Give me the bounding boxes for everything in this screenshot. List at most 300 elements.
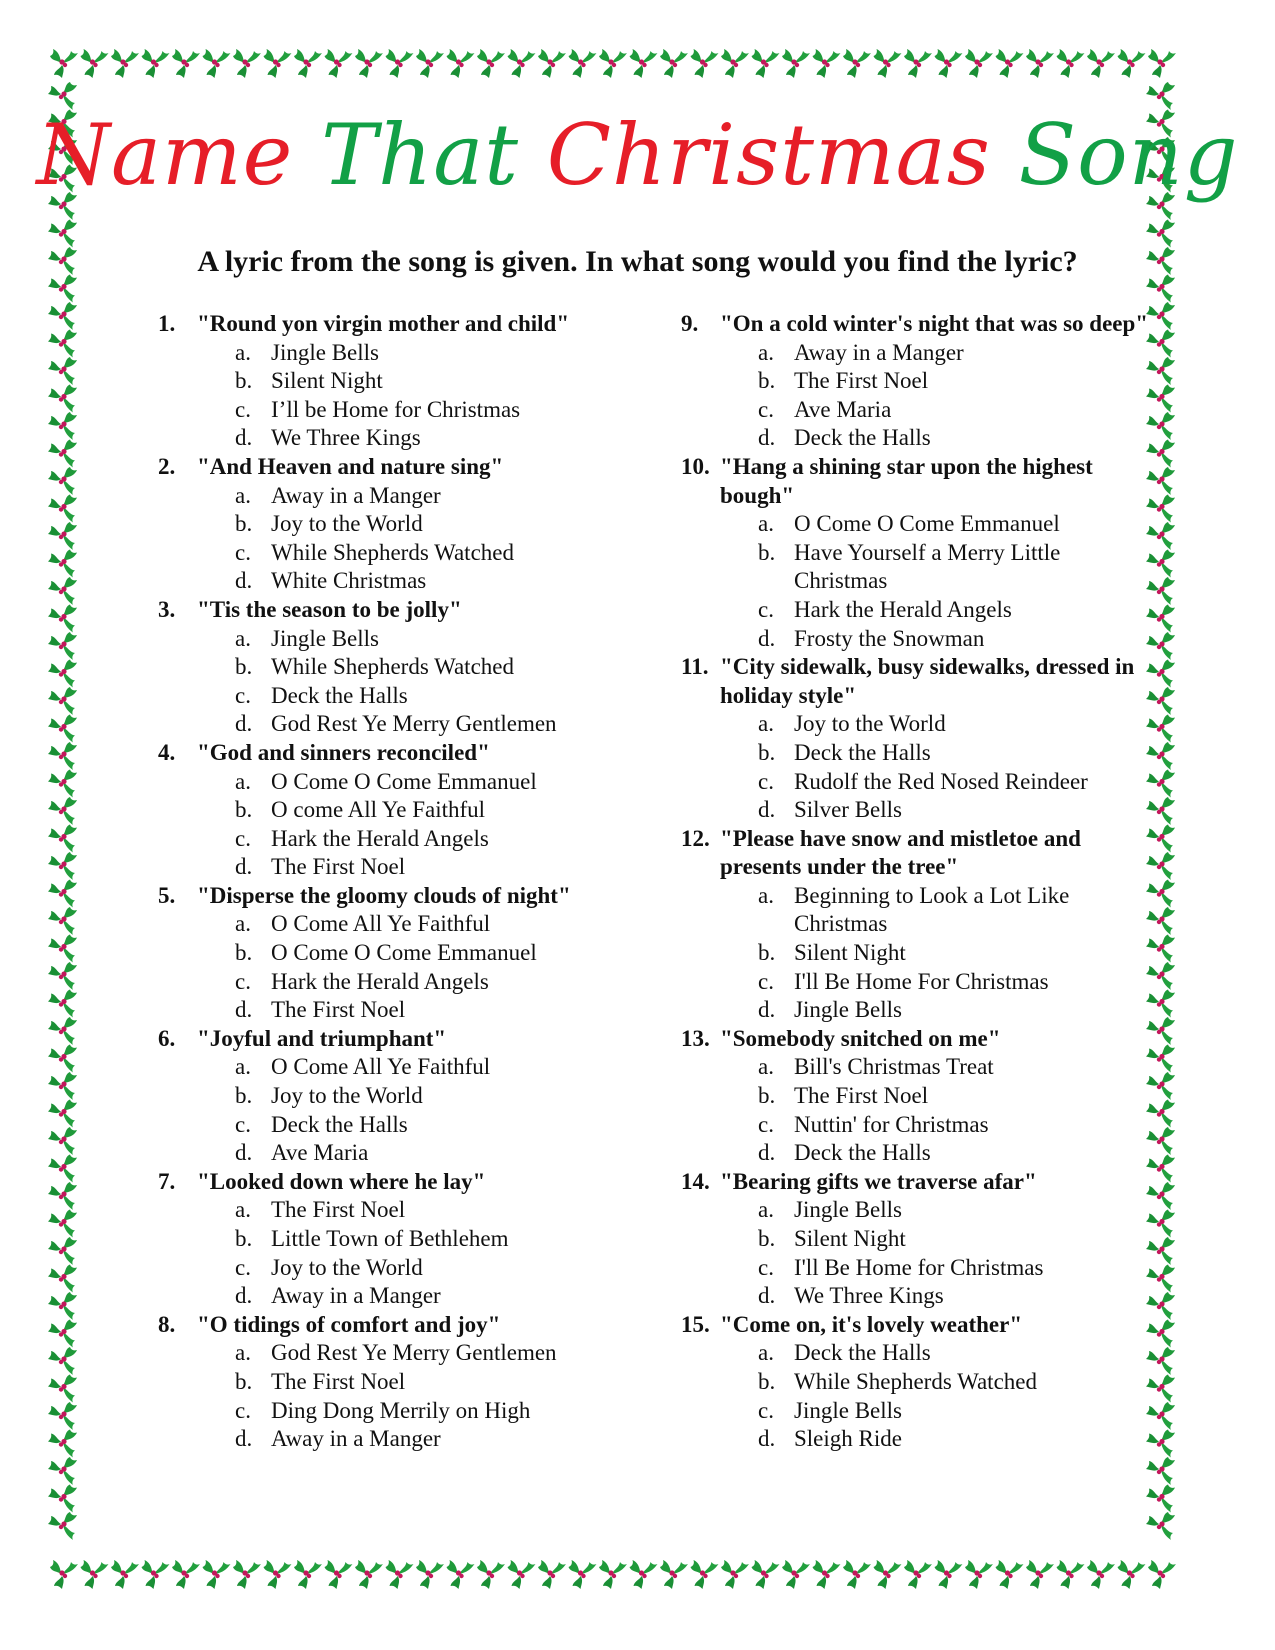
question	[158, 596, 658, 625]
answer-option	[681, 710, 1151, 739]
holly-icon	[599, 1560, 627, 1589]
holly-icon	[48, 1292, 77, 1320]
holly-icon	[508, 49, 536, 78]
holly-icon	[48, 1072, 77, 1100]
answer-option	[681, 882, 1151, 939]
option-letter: b.	[758, 1368, 776, 1394]
holly-icon	[1026, 1560, 1054, 1589]
option-letter: a.	[235, 1054, 251, 1080]
option-text: Jingle Bells	[794, 1397, 902, 1423]
answer-option	[681, 625, 1151, 654]
option-text: Little Town of Bethlehem	[271, 1226, 509, 1251]
option-letter: d.	[758, 997, 776, 1023]
holly-icon	[294, 1560, 322, 1589]
answer-option	[158, 567, 658, 596]
answer-option	[681, 1339, 1151, 1368]
answer-option	[681, 1282, 1151, 1311]
holly-icon	[477, 49, 505, 78]
holly-icon	[48, 742, 77, 770]
page-title	[0, 100, 1275, 210]
holly-icon	[782, 1560, 810, 1589]
holly-icon	[1118, 49, 1146, 78]
option-text: Silent Night	[794, 1226, 906, 1251]
option-letter: a.	[758, 1197, 774, 1223]
option-text: Have Yourself a Merry Little Christmas	[794, 539, 1061, 594]
holly-icon	[630, 49, 658, 78]
question-lyric: "And Heaven and nature sing"	[197, 453, 504, 479]
holly-icon	[996, 1560, 1024, 1589]
title-word-that: That	[321, 106, 520, 204]
holly-icon	[1087, 1560, 1115, 1589]
holly-icon	[48, 1375, 77, 1403]
holly-icon	[508, 1560, 536, 1589]
holly-icon	[325, 49, 353, 78]
question-lyric: "Round yon virgin mother and child"	[197, 311, 570, 336]
holly-icon	[48, 990, 77, 1018]
option-letter: a.	[235, 482, 251, 508]
option-text: I’ll be Home for Christmas	[271, 396, 521, 422]
holly-icon	[48, 1347, 77, 1375]
holly-icon	[48, 1127, 77, 1155]
option-letter: b.	[758, 539, 776, 565]
question-lyric: "City sidewalk, busy sidewalks, dressed in holiday style"	[720, 654, 1135, 708]
option-letter: d.	[758, 1140, 776, 1166]
holly-icon	[965, 1560, 993, 1589]
option-letter: b.	[235, 511, 253, 537]
answer-option	[158, 1368, 658, 1397]
holly-icon	[660, 49, 688, 78]
question-number: 6.	[158, 1025, 176, 1051]
question-lyric: "Looked down where he lay"	[197, 1168, 486, 1194]
option-letter: b.	[758, 940, 776, 966]
holly-icon	[721, 1560, 749, 1589]
option-text: O Come O Come Emmanuel	[271, 940, 537, 966]
option-letter: c.	[235, 825, 251, 851]
holly-icon	[1057, 49, 1085, 78]
question-number: 8.	[158, 1311, 176, 1337]
option-text: O Come O Come Emmanuel	[271, 768, 537, 794]
holly-icon	[48, 412, 77, 440]
holly-icon	[48, 605, 77, 633]
option-letter: b.	[758, 1083, 776, 1109]
holly-icon	[48, 1100, 77, 1128]
option-letter: d.	[235, 1140, 253, 1166]
option-text: Silver Bells	[794, 797, 902, 823]
holly-icon	[660, 1560, 688, 1589]
option-text: White Christmas	[271, 568, 427, 594]
option-text: The First Noel	[271, 1368, 406, 1394]
question-number: 4.	[158, 739, 176, 765]
option-text: Jingle Bells	[794, 997, 902, 1023]
holly-icon	[111, 1560, 139, 1589]
option-text: O Come All Ye Faithful	[271, 911, 491, 937]
holly-icon	[172, 49, 200, 78]
holly-icon	[447, 1560, 475, 1589]
question-lyric: "Please have snow and mistletoe and presents under the tree"	[720, 825, 1081, 880]
answer-option	[158, 1196, 658, 1225]
answer-option	[158, 853, 658, 882]
option-text: Joy to the World	[794, 711, 946, 737]
option-letter: d.	[758, 425, 776, 451]
question-lyric: "Come on, it's lovely weather"	[720, 1311, 1023, 1337]
question-lyric: "O tidings of comfort and joy"	[197, 1311, 501, 1337]
option-letter: b.	[758, 739, 776, 765]
answer-option	[681, 768, 1151, 797]
holly-icon	[935, 1560, 963, 1589]
question-number: 7.	[158, 1168, 176, 1194]
holly-icon	[48, 1320, 77, 1348]
holly-icon	[203, 1560, 231, 1589]
option-text: Deck the Halls	[794, 739, 931, 765]
holly-icon	[48, 852, 77, 880]
answer-option	[681, 1082, 1151, 1111]
option-letter: d.	[235, 711, 253, 737]
title-word-song: Song	[1018, 106, 1239, 204]
holly-icon	[1146, 1512, 1175, 1540]
question-lyric: "On a cold winter's night that was so deep"	[720, 311, 1149, 336]
holly-icon	[233, 49, 261, 78]
option-letter: a.	[758, 339, 774, 365]
question-number: 12.	[681, 825, 710, 851]
option-text: Deck the Halls	[271, 682, 408, 708]
answer-option	[681, 996, 1151, 1025]
answer-option	[158, 1397, 658, 1426]
option-letter: b.	[235, 797, 253, 823]
option-letter: b.	[235, 1226, 253, 1251]
question	[681, 310, 1151, 339]
option-letter: c.	[758, 396, 774, 422]
holly-icon	[569, 1560, 597, 1589]
holly-icon	[1146, 1485, 1175, 1513]
option-text: Silent Night	[271, 368, 383, 394]
questions-right-column	[681, 310, 1151, 1454]
holly-icon	[294, 49, 322, 78]
option-letter: b.	[758, 1226, 776, 1251]
answer-option	[681, 739, 1151, 768]
question-number: 5.	[158, 882, 176, 908]
answer-option	[158, 424, 658, 453]
holly-icon	[48, 1210, 77, 1238]
option-text: Sleigh Ride	[794, 1426, 902, 1452]
option-text: The First Noel	[271, 997, 406, 1023]
holly-icon	[477, 1560, 505, 1589]
option-letter: d.	[235, 854, 253, 880]
holly-icon	[48, 1155, 77, 1183]
question	[158, 310, 658, 339]
option-text: Away in a Manger	[794, 339, 964, 365]
option-letter: d.	[235, 425, 253, 451]
option-text: Ding Dong Merrily on High	[271, 1397, 531, 1423]
holly-icon	[325, 1560, 353, 1589]
answer-option	[158, 625, 658, 654]
option-letter: a.	[758, 511, 774, 537]
option-text: Frosty the Snowman	[794, 625, 985, 651]
holly-icon	[813, 49, 841, 78]
holly-icon	[386, 49, 414, 78]
question-number: 14.	[681, 1168, 710, 1194]
answer-option	[158, 968, 658, 997]
option-text: Deck the Halls	[794, 1340, 931, 1366]
holly-icon	[48, 385, 77, 413]
answer-option	[681, 1225, 1151, 1254]
option-letter: d.	[235, 1426, 253, 1452]
holly-icon	[1087, 49, 1115, 78]
option-letter: c.	[235, 539, 251, 565]
option-text: Jingle Bells	[271, 339, 379, 365]
holly-icon	[48, 1430, 77, 1458]
option-text: God Rest Ye Merry Gentlemen	[271, 711, 557, 737]
answer-option	[681, 1397, 1151, 1426]
option-letter: c.	[758, 1397, 774, 1423]
holly-icon	[48, 1237, 77, 1265]
answer-option	[158, 1139, 658, 1168]
holly-icon	[416, 49, 444, 78]
answer-option	[681, 1254, 1151, 1283]
question-number: 15.	[681, 1311, 710, 1337]
option-letter: c.	[235, 396, 251, 422]
holly-icon	[48, 577, 77, 605]
question-number: 9.	[681, 311, 699, 336]
holly-icon	[203, 49, 231, 78]
answer-option	[158, 1225, 658, 1254]
holly-icon	[48, 1457, 77, 1485]
option-text: O Come O Come Emmanuel	[794, 511, 1060, 537]
answer-option	[158, 1111, 658, 1140]
answer-option	[681, 424, 1151, 453]
answer-option	[681, 1425, 1151, 1454]
holly-icon	[50, 49, 78, 78]
answer-option	[158, 1082, 658, 1111]
question	[158, 739, 658, 768]
holly-icon	[48, 715, 77, 743]
answer-option	[158, 996, 658, 1025]
option-letter: a.	[235, 768, 251, 794]
holly-icon	[48, 1485, 77, 1513]
option-text: Ave Maria	[794, 396, 892, 422]
option-letter: a.	[758, 1054, 774, 1080]
option-text: Hark the Herald Angels	[794, 596, 1012, 622]
question	[681, 1168, 1151, 1197]
option-letter: a.	[758, 1340, 774, 1366]
holly-icon	[1057, 1560, 1085, 1589]
answer-option	[158, 682, 658, 711]
option-text: Silent Night	[794, 940, 906, 966]
question-lyric: "Somebody snitched on me"	[720, 1025, 1001, 1051]
option-text: We Three Kings	[794, 1283, 944, 1309]
option-text: Bill's Christmas Treat	[794, 1054, 994, 1080]
answer-option	[158, 482, 658, 511]
holly-icon	[111, 49, 139, 78]
holly-icon	[48, 330, 77, 358]
holly-icon	[813, 1560, 841, 1589]
option-text: I'll Be Home for Christmas	[794, 1254, 1044, 1280]
answer-option	[681, 796, 1151, 825]
option-letter: c.	[235, 1254, 251, 1280]
option-text: Jingle Bells	[271, 625, 379, 651]
question	[681, 825, 1151, 882]
option-letter: a.	[758, 711, 774, 737]
holly-icon	[843, 49, 871, 78]
option-letter: c.	[758, 968, 774, 994]
answer-option	[158, 367, 658, 396]
holly-icon	[233, 1560, 261, 1589]
question	[681, 1025, 1151, 1054]
holly-icon	[48, 522, 77, 550]
option-text: Away in a Manger	[271, 1283, 441, 1309]
title-word-name: Name	[36, 106, 294, 204]
question-lyric: "Hang a shining star upon the highest bough"	[720, 453, 1093, 508]
option-letter: c.	[758, 768, 774, 794]
holly-icon	[48, 467, 77, 495]
option-letter: b.	[235, 654, 253, 680]
option-letter: c.	[758, 1111, 774, 1137]
holly-icon	[691, 49, 719, 78]
answer-option	[681, 339, 1151, 368]
question-number: 1.	[158, 311, 176, 336]
question	[681, 653, 1151, 710]
option-text: While Shepherds Watched	[271, 654, 514, 680]
answer-option	[158, 710, 658, 739]
holly-icon	[1148, 1560, 1176, 1589]
holly-icon	[81, 49, 109, 78]
answer-option	[158, 653, 658, 682]
option-text: Jingle Bells	[794, 1197, 902, 1223]
holly-icon	[630, 1560, 658, 1589]
option-text: The First Noel	[271, 854, 406, 880]
option-text: Joy to the World	[271, 511, 423, 537]
answer-option	[158, 539, 658, 568]
holly-icon	[142, 1560, 170, 1589]
holly-icon	[172, 1560, 200, 1589]
holly-icon	[48, 440, 77, 468]
option-text: Beginning to Look a Lot Like Christmas	[794, 882, 1070, 937]
option-letter: d.	[758, 1283, 776, 1309]
option-text: Deck the Halls	[794, 425, 931, 451]
holly-icon	[782, 49, 810, 78]
option-text: We Three Kings	[271, 425, 421, 451]
answer-option	[681, 968, 1151, 997]
holly-icon	[48, 1265, 77, 1293]
answer-option	[158, 1425, 658, 1454]
holly-icon	[48, 880, 77, 908]
answer-option	[158, 768, 658, 797]
option-text: Ave Maria	[271, 1140, 369, 1166]
option-letter: a.	[235, 1340, 251, 1366]
answer-option	[158, 396, 658, 425]
holly-icon	[264, 49, 292, 78]
holly-icon	[386, 1560, 414, 1589]
holly-icon	[1148, 49, 1176, 78]
answer-option	[158, 1053, 658, 1082]
option-text: O Come All Ye Faithful	[271, 1054, 491, 1080]
question	[158, 882, 658, 911]
option-text: While Shepherds Watched	[271, 539, 514, 565]
option-letter: b.	[235, 940, 253, 966]
holly-icon	[447, 49, 475, 78]
option-letter: b.	[235, 1083, 253, 1109]
holly-icon	[721, 49, 749, 78]
question-lyric: "Bearing gifts we traverse afar"	[720, 1168, 1037, 1194]
option-letter: d.	[235, 997, 253, 1023]
holly-icon	[569, 49, 597, 78]
option-letter: a.	[235, 625, 251, 651]
option-letter: c.	[235, 1111, 251, 1137]
option-text: I'll Be Home For Christmas	[794, 968, 1049, 994]
holly-icon	[48, 935, 77, 963]
question-lyric: "God and sinners reconciled"	[197, 739, 490, 765]
option-letter: d.	[235, 1283, 253, 1309]
answer-option	[158, 1254, 658, 1283]
question-number: 13.	[681, 1025, 710, 1051]
holly-icon	[50, 1560, 78, 1589]
holly-icon	[48, 687, 77, 715]
option-letter: a.	[235, 339, 251, 365]
holly-icon	[81, 1560, 109, 1589]
holly-icon	[752, 1560, 780, 1589]
option-letter: a.	[235, 1197, 251, 1223]
holly-icon	[904, 1560, 932, 1589]
holly-icon	[48, 1045, 77, 1073]
question-number: 3.	[158, 596, 176, 622]
answer-option	[158, 510, 658, 539]
option-text: The First Noel	[794, 368, 929, 394]
option-letter: a.	[758, 882, 774, 908]
holly-icon	[538, 1560, 566, 1589]
answer-option	[158, 339, 658, 368]
option-letter: d.	[758, 1426, 776, 1452]
answer-option	[158, 910, 658, 939]
question	[681, 1311, 1151, 1340]
option-letter: c.	[758, 596, 774, 622]
holly-icon	[48, 1017, 77, 1045]
answer-option	[158, 796, 658, 825]
answer-option	[158, 939, 658, 968]
holly-icon	[1146, 1457, 1175, 1485]
option-text: Nuttin' for Christmas	[794, 1111, 989, 1137]
instructions: A lyric from the song is given. In what song would you find the lyric?	[197, 245, 1078, 278]
holly-icon	[874, 49, 902, 78]
option-letter: c.	[235, 1397, 251, 1423]
answer-option	[681, 596, 1151, 625]
answer-option	[158, 1282, 658, 1311]
holly-icon	[691, 1560, 719, 1589]
question-number: 11.	[681, 654, 709, 680]
question-lyric: "Disperse the gloomy clouds of night"	[197, 882, 571, 908]
option-text: While Shepherds Watched	[794, 1368, 1037, 1394]
answer-option	[681, 1111, 1151, 1140]
questions-left-column	[158, 310, 658, 1454]
option-text: The First Noel	[794, 1083, 929, 1109]
holly-icon	[48, 907, 77, 935]
holly-icon	[904, 49, 932, 78]
answer-option	[681, 1053, 1151, 1082]
question	[158, 1311, 658, 1340]
holly-icon	[48, 632, 77, 660]
option-text: The First Noel	[271, 1197, 406, 1223]
option-text: Hark the Herald Angels	[271, 825, 489, 851]
option-text: Joy to the World	[271, 1083, 423, 1109]
option-text: Away in a Manger	[271, 482, 441, 508]
answer-option	[681, 1196, 1151, 1225]
holly-icon	[843, 1560, 871, 1589]
holly-icon	[935, 49, 963, 78]
answer-option	[681, 1139, 1151, 1168]
answer-option	[681, 367, 1151, 396]
holly-icon	[538, 49, 566, 78]
holly-icon	[355, 49, 383, 78]
holly-icon	[996, 49, 1024, 78]
option-letter: d.	[758, 625, 776, 651]
